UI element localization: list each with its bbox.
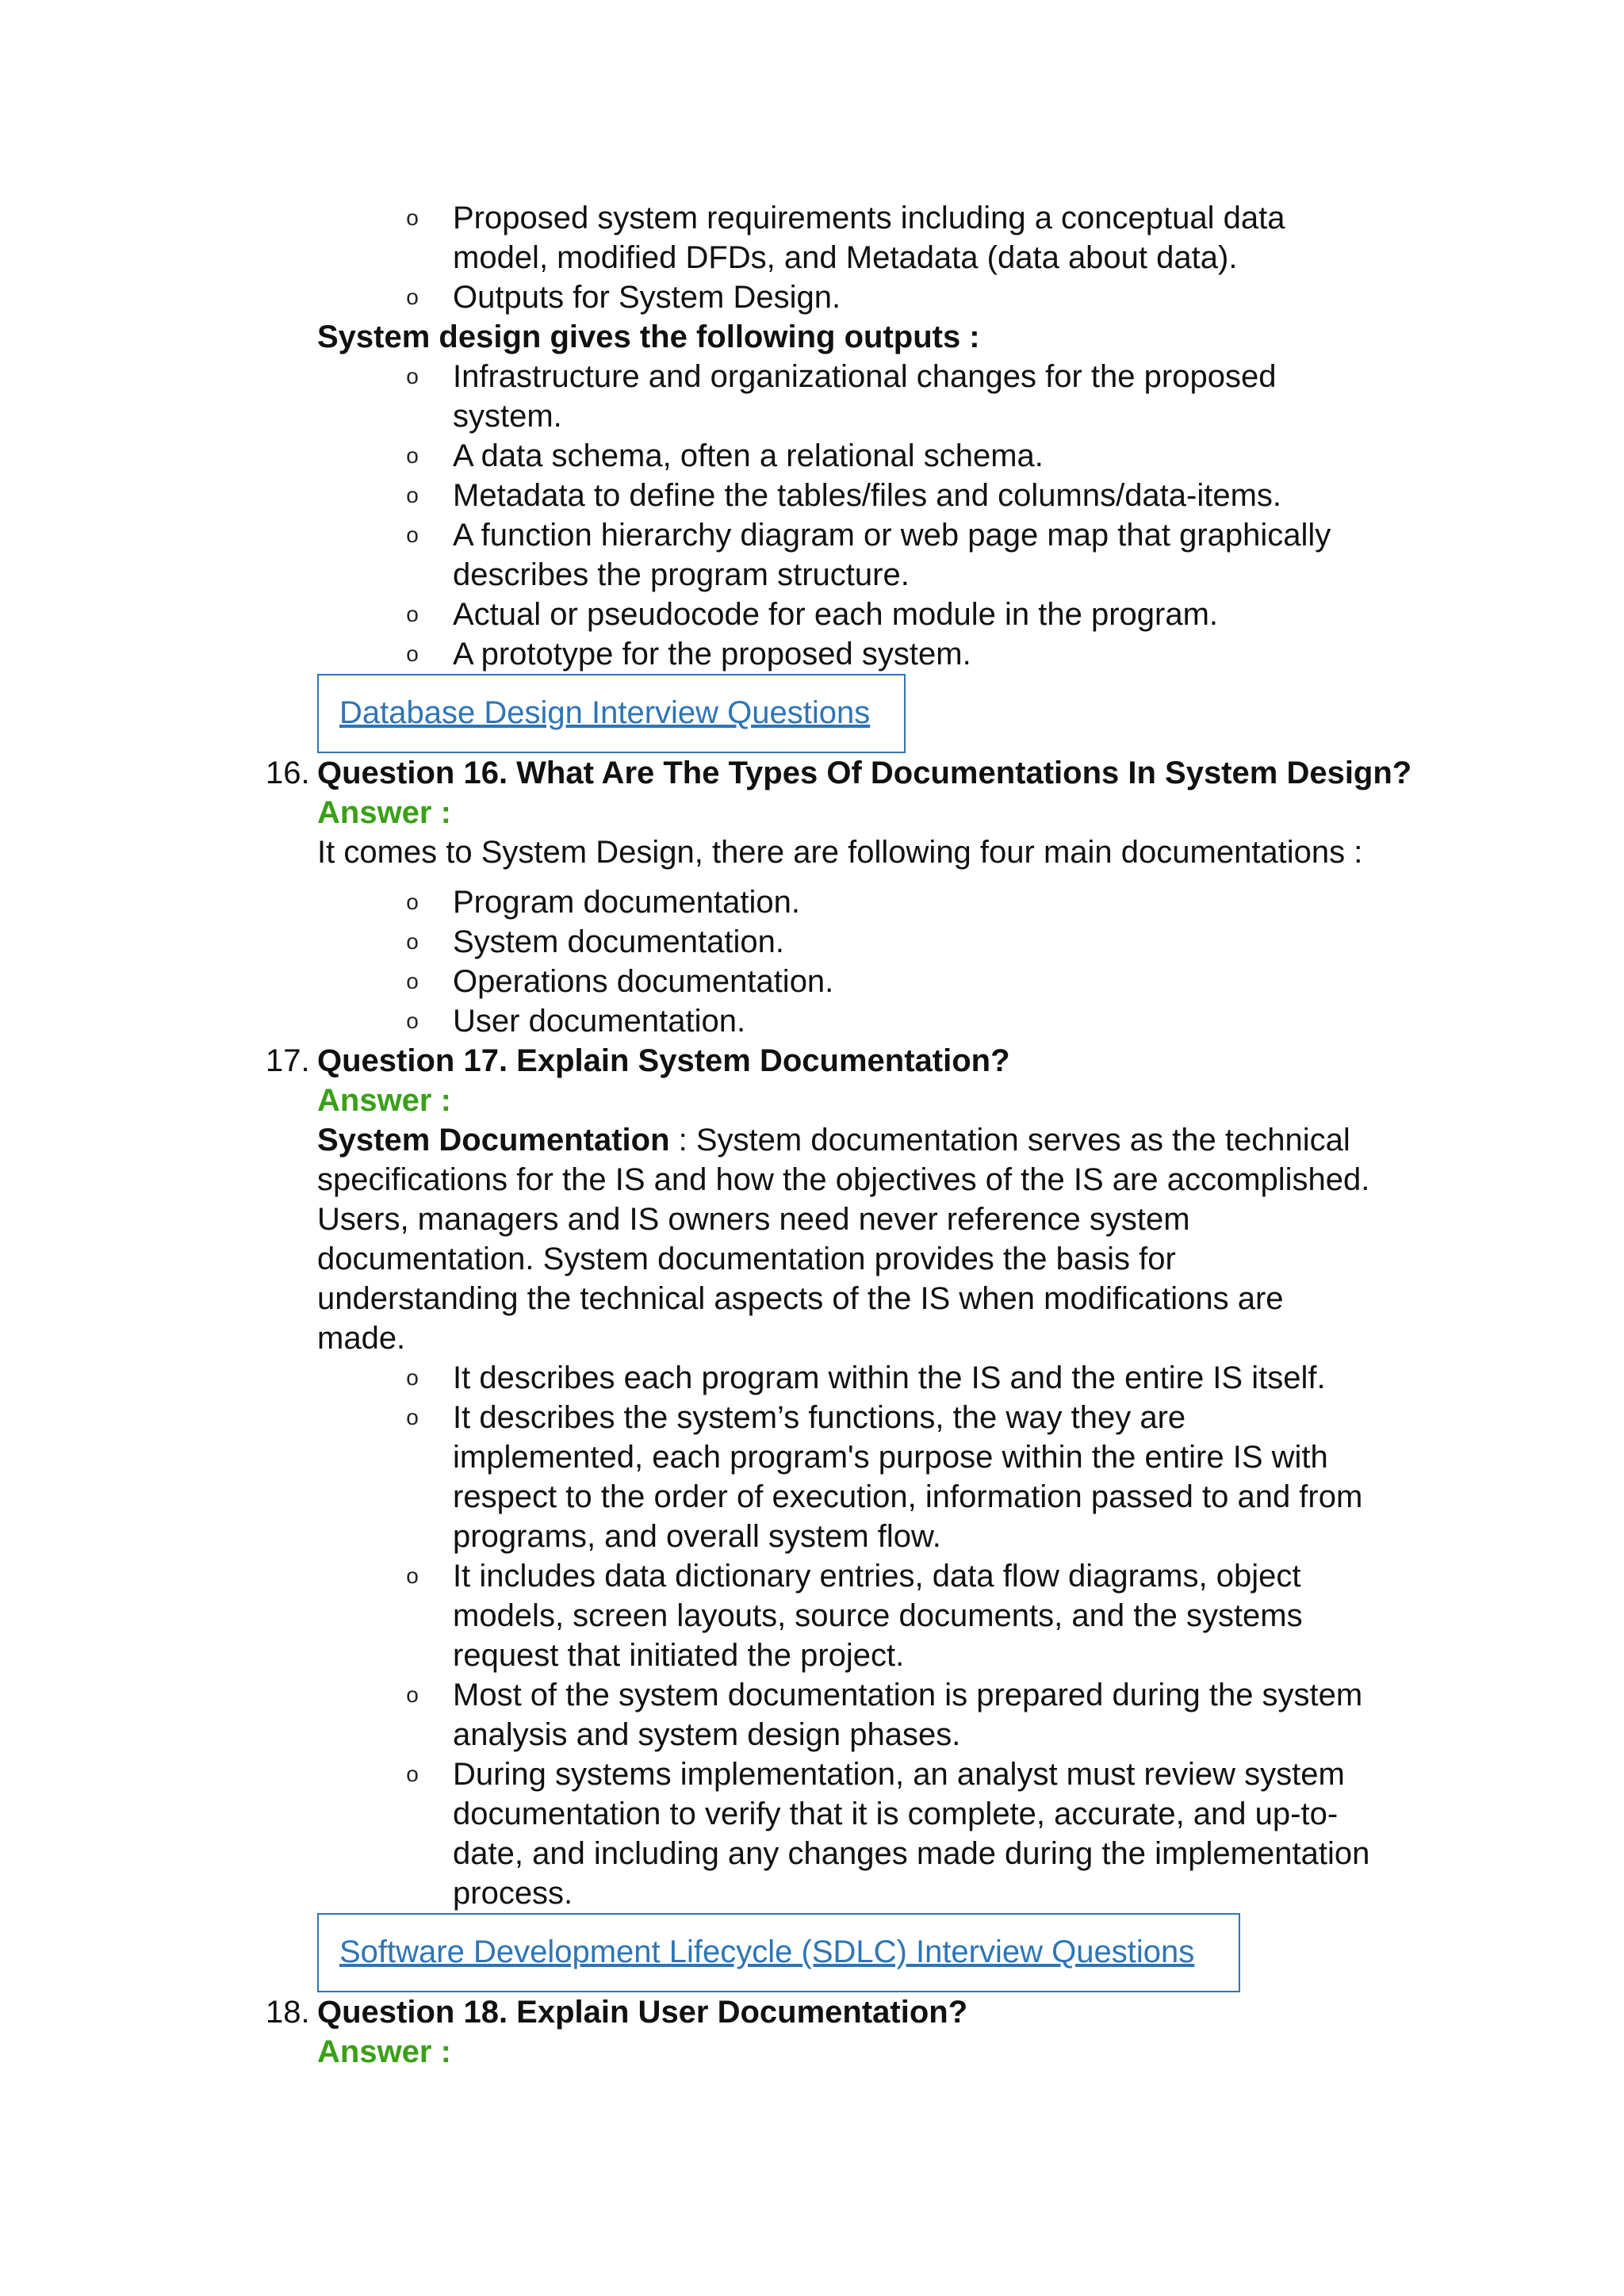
list-item: Actual or pseudocode for each module in the program. bbox=[453, 597, 1219, 632]
list-item: model, modified DFDs, and Metadata (data about data). bbox=[453, 240, 1238, 275]
list-item: User documentation. bbox=[453, 1004, 746, 1039]
list-item: A prototype for the proposed system. bbox=[453, 637, 971, 672]
list-item: A data schema, often a relational schema. bbox=[453, 438, 1044, 473]
section-heading: System design gives the following outputs : bbox=[317, 320, 980, 354]
list-item: A function hierarchy diagram or web page map that graphically bbox=[453, 518, 1331, 553]
question-title: Question 18. Explain User Documentation? bbox=[317, 1995, 968, 2030]
answer-text: made. bbox=[317, 1321, 406, 1356]
bullet-icon: o bbox=[406, 483, 419, 507]
bullet-icon: o bbox=[406, 443, 419, 468]
answer-text: understanding the technical aspects of the IS when modifications are bbox=[317, 1281, 1284, 1316]
list-item: describes the program structure. bbox=[453, 557, 910, 592]
bullet-icon: o bbox=[406, 285, 419, 309]
answer-text: documentation. System documentation provides the basis for bbox=[317, 1242, 1176, 1276]
list-item: Most of the system documentation is prepared during the system bbox=[453, 1678, 1363, 1712]
answer-label: Answer : bbox=[317, 2034, 451, 2069]
list-item: Proposed system requirements including a conceptual data bbox=[453, 201, 1285, 235]
bullet-icon: o bbox=[406, 1563, 419, 1588]
bullet-icon: o bbox=[406, 969, 419, 993]
list-item: system. bbox=[453, 399, 562, 434]
list-item: Metadata to define the tables/files and columns/data-items. bbox=[453, 478, 1282, 513]
question-number: 16. bbox=[266, 756, 310, 790]
list-item: Outputs for System Design. bbox=[453, 280, 841, 315]
bullet-icon: o bbox=[406, 1682, 419, 1707]
list-item: During systems implementation, an analyst must review system bbox=[453, 1757, 1345, 1792]
question-number: 18. bbox=[266, 1995, 310, 2030]
bullet-icon: o bbox=[406, 205, 419, 230]
question-number: 17. bbox=[266, 1043, 310, 1078]
answer-text-run: : System documentation serves as the technical bbox=[669, 1123, 1350, 1158]
answer-label: Answer : bbox=[317, 795, 451, 830]
related-link-box bbox=[317, 674, 906, 753]
bullet-icon: o bbox=[406, 1008, 419, 1033]
bullet-icon: o bbox=[406, 522, 419, 547]
list-item: It includes data dictionary entries, data flow diagrams, object bbox=[453, 1559, 1301, 1594]
database-design-link[interactable]: Database Design Interview Questions bbox=[339, 695, 871, 730]
answer-text: specifications for the IS and how the objectives of the IS are accomplished. bbox=[317, 1162, 1370, 1197]
bullet-icon: o bbox=[406, 1762, 419, 1786]
list-item: implemented, each program's purpose within the entire IS with bbox=[453, 1440, 1328, 1475]
list-item: System documentation. bbox=[453, 924, 784, 959]
list-item: It describes each program within the IS and the entire IS itself. bbox=[453, 1360, 1326, 1395]
list-item: date, and including any changes made during the implementation bbox=[453, 1836, 1370, 1871]
bullet-icon: o bbox=[406, 364, 419, 388]
list-item: Program documentation. bbox=[453, 885, 801, 920]
list-item: analysis and system design phases. bbox=[453, 1717, 961, 1752]
related-link-box bbox=[317, 1913, 1240, 1992]
sdlc-link[interactable]: Software Development Lifecycle (SDLC) Interview Questions bbox=[339, 1934, 1195, 1969]
list-item: Infrastructure and organizational changes for the proposed bbox=[453, 359, 1277, 394]
question-title: Question 17. Explain System Documentation? bbox=[317, 1043, 1010, 1078]
list-item: It describes the system’s functions, the way they are bbox=[453, 1400, 1186, 1435]
list-item: documentation to verify that it is complete, accurate, and up-to- bbox=[453, 1797, 1339, 1831]
term-label: System Documentation bbox=[317, 1123, 670, 1158]
list-item: programs, and overall system flow. bbox=[453, 1519, 941, 1554]
question-title: Question 16. What Are The Types Of Documentations In System Design? bbox=[317, 756, 1412, 790]
answer-text: It comes to System Design, there are following four main documentations : bbox=[317, 835, 1363, 870]
list-item: process. bbox=[453, 1876, 573, 1911]
bullet-icon: o bbox=[406, 602, 419, 626]
bullet-icon: o bbox=[406, 1405, 419, 1429]
answer-text bbox=[317, 1120, 1350, 1160]
bullet-icon: o bbox=[406, 641, 419, 666]
bullet-icon: o bbox=[406, 929, 419, 954]
list-item: request that initiated the project. bbox=[453, 1638, 905, 1673]
bullet-icon: o bbox=[406, 890, 419, 914]
bullet-icon: o bbox=[406, 1365, 419, 1390]
answer-label: Answer : bbox=[317, 1083, 451, 1118]
list-item: Operations documentation. bbox=[453, 964, 834, 999]
answer-text: Users, managers and IS owners need never reference system bbox=[317, 1202, 1190, 1237]
list-item: respect to the order of execution, information passed to and from bbox=[453, 1479, 1363, 1514]
list-item: models, screen layouts, source documents, and the systems bbox=[453, 1598, 1303, 1633]
